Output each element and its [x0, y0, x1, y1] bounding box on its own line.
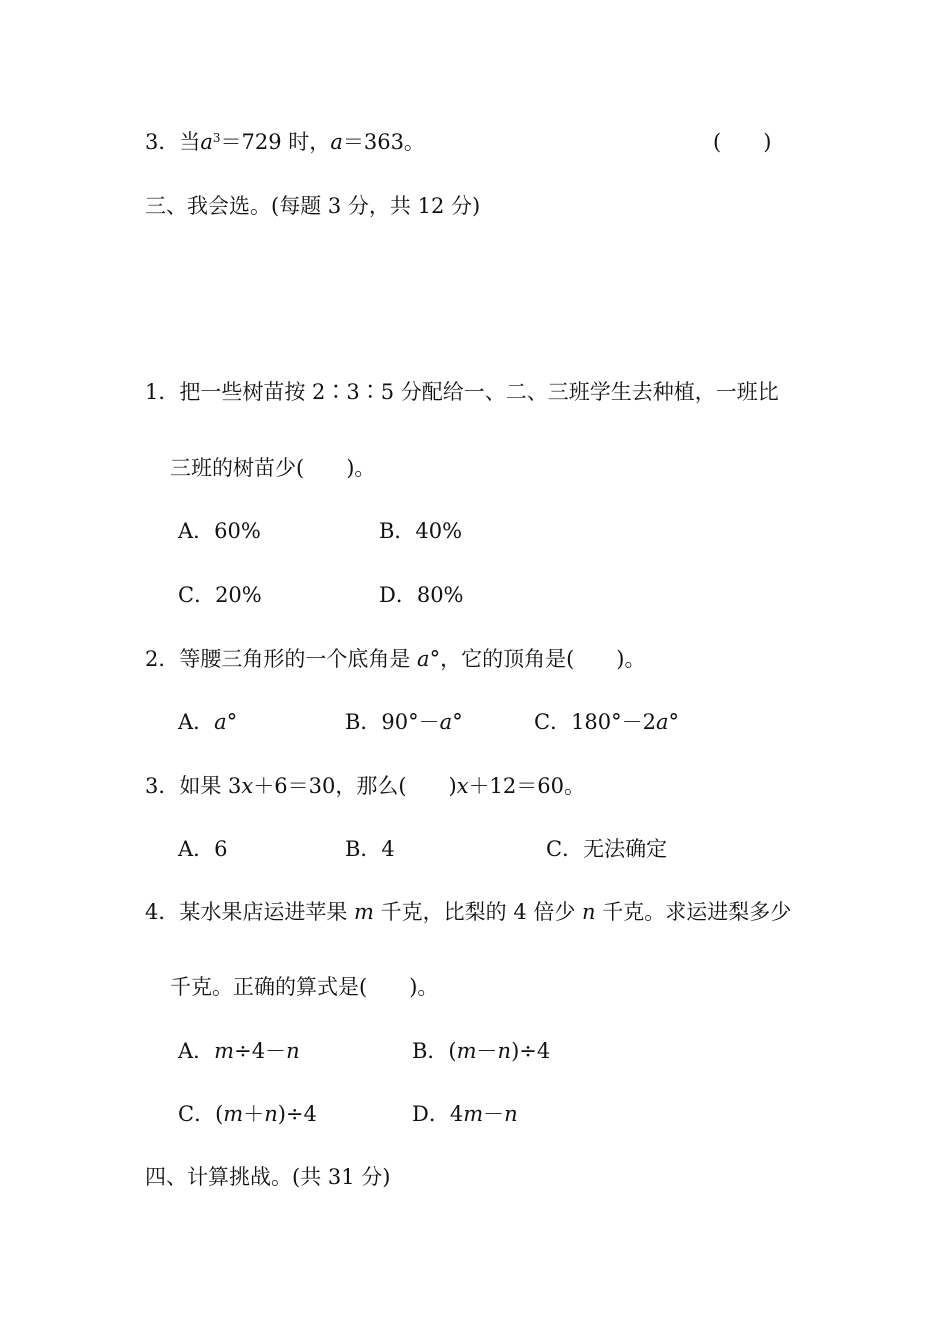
- option-text: B．90°－: [345, 710, 440, 734]
- q3-stem: [145, 772, 585, 800]
- variable-m: m: [354, 900, 374, 924]
- q1-option-c[interactable]: C．20%: [178, 583, 262, 607]
- question-text: 千克，比梨的 4 倍少: [373, 900, 583, 924]
- option-text: ÷4－: [234, 1039, 287, 1063]
- variable-m: m: [214, 1039, 235, 1063]
- option-text: －: [483, 1102, 505, 1126]
- q4-option-d[interactable]: [412, 1100, 518, 1128]
- q4-option-c[interactable]: [178, 1100, 317, 1128]
- option-text: )÷4: [277, 1102, 317, 1126]
- q2-stem: [145, 645, 645, 673]
- variable-a: a: [656, 710, 669, 734]
- answer-blank[interactable]: ( ): [713, 130, 772, 154]
- section-4-title: 四、计算挑战。(共 31 分): [145, 1165, 391, 1189]
- variable-n: n: [504, 1102, 518, 1126]
- variable-a: a: [214, 710, 227, 734]
- question-text: 千克。求运进梨多少: [595, 900, 792, 924]
- q1-line2: 三班的树苗少( )。: [170, 456, 376, 480]
- variable-m: m: [223, 1102, 244, 1126]
- q2-option-a[interactable]: [178, 708, 237, 736]
- q2-option-b[interactable]: [345, 708, 463, 736]
- q4-line1: [145, 898, 791, 926]
- option-text: A．: [178, 1039, 215, 1063]
- variable-a: a: [417, 647, 430, 671]
- variable-a: a: [330, 130, 343, 154]
- exponent: 3: [212, 131, 221, 145]
- q3-option-c[interactable]: C．无法确定: [546, 837, 668, 861]
- q4-line2: 千克。正确的算式是( )。: [170, 975, 439, 999]
- variable-n: n: [582, 900, 596, 924]
- question-text: ＝363。: [342, 130, 425, 154]
- section-3-title: 三、我会选。(每题 3 分，共 12 分): [145, 194, 481, 218]
- option-text: C．(: [178, 1102, 224, 1126]
- option-text: °: [452, 710, 463, 734]
- tf-question-3: [145, 128, 425, 156]
- q1-option-d[interactable]: D．80%: [379, 583, 464, 607]
- option-text: ＋: [243, 1102, 265, 1126]
- variable-x: x: [241, 774, 254, 798]
- q1-line1: 1．把一些树苗按 2∶3∶5 分配给一、二、三班学生去种植，一班比: [145, 380, 779, 404]
- option-text: B．(: [412, 1039, 457, 1063]
- variable-m: m: [456, 1039, 477, 1063]
- variable-n: n: [286, 1039, 300, 1063]
- question-number: 3．: [145, 130, 180, 154]
- question-text: 2．等腰三角形的一个底角是: [145, 647, 418, 671]
- option-text: A．: [178, 710, 215, 734]
- q2-option-c[interactable]: [534, 708, 679, 736]
- q4-option-b[interactable]: [412, 1037, 550, 1065]
- question-text: 3．如果 3: [145, 774, 242, 798]
- option-text: C．180°－2: [534, 710, 657, 734]
- question-text: ＋6＝30，那么( ): [253, 774, 457, 798]
- variable-n: n: [497, 1039, 512, 1063]
- variable-m: m: [463, 1102, 484, 1126]
- q1-option-b[interactable]: B．40%: [379, 519, 463, 543]
- question-text: 当: [179, 130, 201, 154]
- question-text: 4．某水果店运进苹果: [145, 900, 355, 924]
- question-text: ＋12＝60。: [468, 774, 586, 798]
- question-text: ＝729 时，: [220, 130, 331, 154]
- option-text: )÷4: [511, 1039, 551, 1063]
- q3-option-a[interactable]: A．6: [178, 837, 228, 861]
- variable-x: x: [456, 774, 469, 798]
- q1-option-a[interactable]: A．60%: [178, 519, 261, 543]
- option-text: °: [226, 710, 238, 734]
- variable-a: a: [200, 130, 213, 154]
- q4-option-a[interactable]: [178, 1037, 300, 1065]
- variable-n: n: [264, 1102, 278, 1126]
- option-text: D．4: [412, 1102, 464, 1126]
- option-text: °: [668, 710, 680, 734]
- q3-option-b[interactable]: B．4: [345, 837, 395, 861]
- question-text: °，它的顶角是( )。: [429, 647, 646, 671]
- option-text: －: [476, 1039, 498, 1063]
- variable-a: a: [439, 710, 453, 734]
